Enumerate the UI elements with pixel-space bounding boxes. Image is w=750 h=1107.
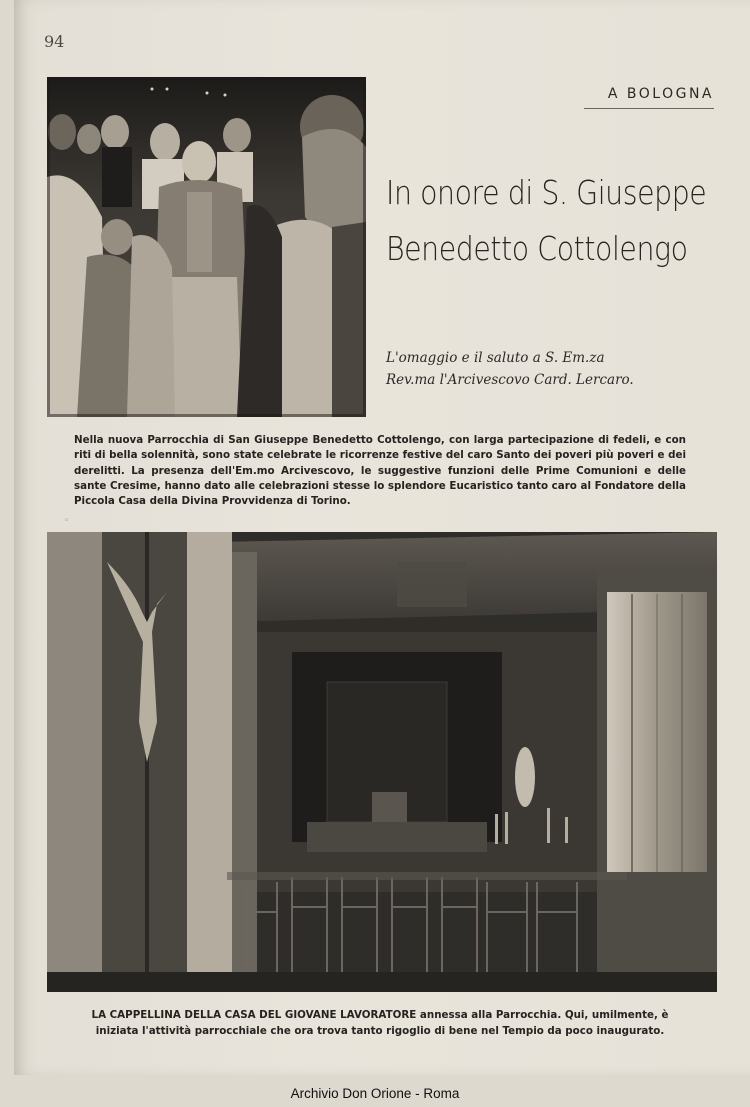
photo-chapel-interior-image [47,532,717,992]
page-number: 94 [44,32,65,51]
print-smudge: ◦ [64,516,70,526]
intro-paragraph: Nella nuova Parrocchia di San Giuseppe Benedetto Cottolengo, con larga partecipazione di fedeli, e con riti di bella solennità, sono state celebrate le ricorrenze festive del caro Santo dei poveri più poveri e dei derelitti. La presenza dell'Em.mo Arcivescovo, le suggestive funzioni delle Prime Comunioni e delle sante Cresime, hanno dato alle celebrazioni stesse lo splendore Eucaristico tanto caro al Fondatore della Piccola Casa della Divina Provvidenza di Torino. [74,434,686,508]
photo-cardinal-crowd [47,77,366,417]
archive-watermark: Archivio Don Orione - Roma [290,1086,460,1101]
subtitle-line-1: L'omaggio e il saluto a S. Em.za [386,350,605,366]
photo-cardinal-crowd-image [47,77,366,417]
article-headline [386,165,707,277]
headline-line-1: In onore di S. Giuseppe [386,173,707,212]
subtitle-line-2: Rev.ma l'Arcivescovo Card. Lercaro. [386,372,634,388]
photo-chapel-interior [47,532,717,992]
caption-lead: LA CAPPELLINA DELLA CASA DEL GIOVANE LAVORATORE [91,1009,417,1021]
headline-line-2: Benedetto Cottolengo [386,229,688,268]
article-subtitle [386,347,716,391]
caption-rest: annessa alla Parrocchia. Qui, umilmente, è iniziata l'attività parrocchiale che ora trova tanto rigoglio di bene nel Tempio da poco inaugurato. [95,1009,669,1037]
section-label: A BOLOGNA [607,86,714,102]
photo-caption [74,1007,686,1039]
section-divider [584,108,714,109]
magazine-page [14,0,750,1075]
